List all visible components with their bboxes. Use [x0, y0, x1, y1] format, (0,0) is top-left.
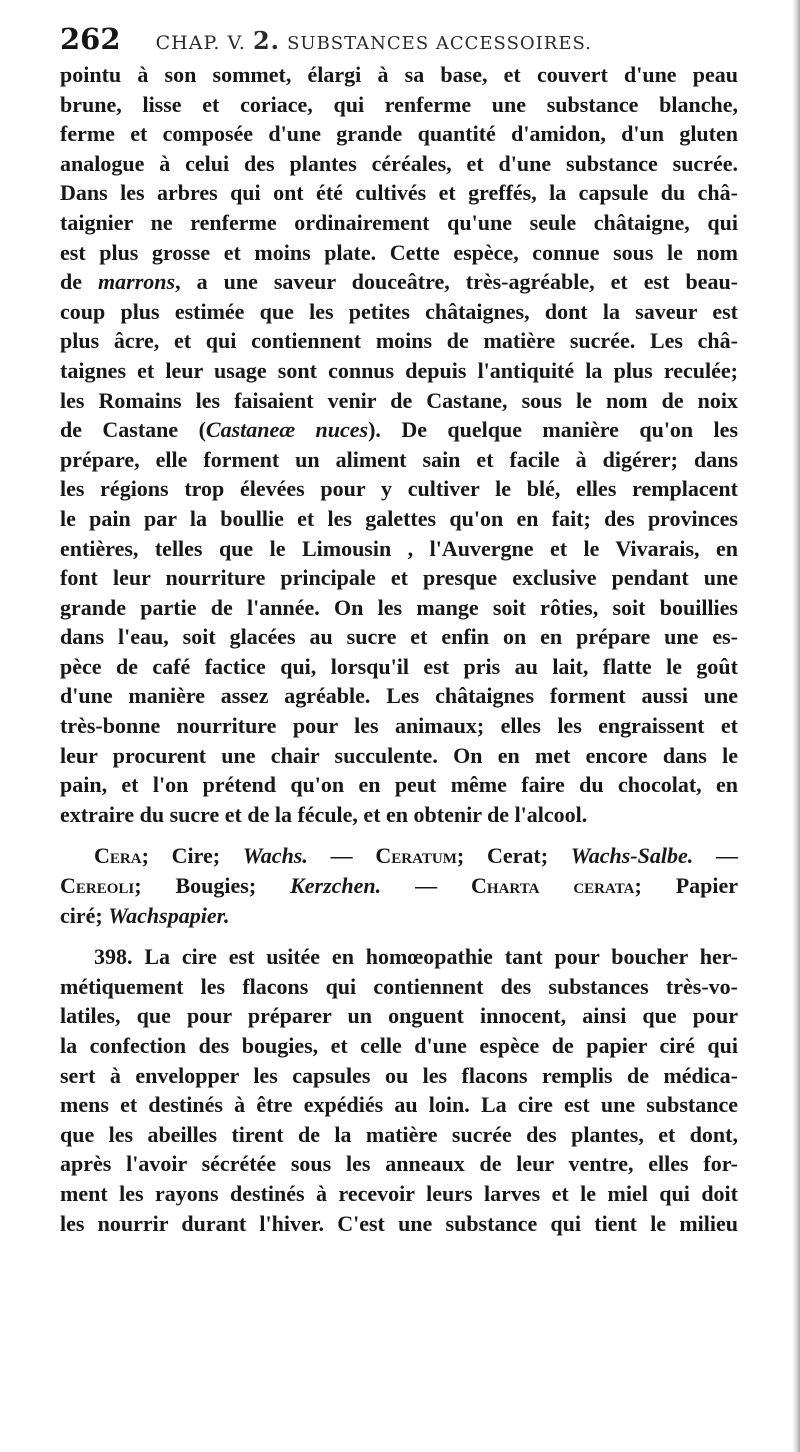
entry-heading-line [60, 901, 738, 931]
text-line: métiquement les flacons qui contiennent des substances très-vo- [60, 973, 738, 999]
term-cera: Cera [94, 843, 142, 869]
text-line: les nourrir durant l'hiver. C'est une substance qui tient le milieu [60, 1210, 738, 1236]
page-header [60, 22, 740, 58]
term-separator: ; Papier [634, 873, 739, 899]
text-line: que les abeilles tirent de la matière sucrée des plantes, et dont, [60, 1121, 738, 1147]
text-line: les Romains les faisaient venir de Castane, sous le nom de noix [60, 387, 738, 413]
term-separator: ; Cire; [141, 843, 243, 869]
text-line: dans l'eau, soit glacées au sucre et enfin on en prépare une es- [60, 624, 738, 650]
text-line: entières, telles que le Limousin , l'Auvergne et le Vivarais, en [60, 535, 738, 561]
text-line: analogue à celui des plantes céréales, et d'une substance sucrée. [60, 150, 738, 176]
text-line: ferme et composée d'une grande quantité d'amidon, d'un gluten [60, 121, 738, 147]
text-line [60, 415, 738, 445]
text-line: coup plus estimée que les petites châtaignes, dont la saveur est [60, 298, 738, 324]
term-cire: ciré; [60, 902, 109, 928]
text-line: taignes et leur usage sont connus depuis l'antiquité la plus reculée; [60, 357, 738, 383]
text-line: taignier ne renferme ordinairement qu'une seule châtaigne, qui [60, 209, 738, 235]
text-line: ment les rayons destinés à recevoir leurs larves et le miel qui doit [60, 1180, 738, 1206]
page-number: 262 [60, 22, 121, 56]
term-ceratum: Ceratum [375, 843, 457, 869]
text-line: d'une manière assez agréable. Les châtaignes forment aussi une [60, 683, 738, 709]
term-cereoli: Cereoli [60, 873, 135, 899]
term-charta-cerata: Charta cerata [471, 873, 635, 899]
text-line: 398. La cire est usitée en homœopathie tant pour boucher her- [94, 944, 738, 970]
text-line: très-bonne nourriture pour les animaux; elles les engraissent et [60, 713, 738, 739]
italic-term-castaneae: Castaneæ nuces [205, 417, 369, 443]
term-kerzchen: Kerzchen. [290, 873, 382, 899]
text-line: grande partie de l'année. On les mange soit rôties, soit bouillies [60, 594, 738, 620]
italic-term-marrons: marrons [98, 269, 176, 295]
text-line: extraire du sucre et de la fécule, et en obtenir de l'alcool. [60, 801, 588, 827]
text-fragment: , a une saveur douceâtre, très-agréable, et est beau- [175, 269, 738, 295]
text-line: pointu à son sommet, élargi à sa base, et couvert d'une peau [60, 62, 738, 87]
text-line: plus âcre, et qui contiennent moins de matière sucrée. Les châ- [60, 328, 738, 354]
term-separator: — [693, 843, 738, 869]
term-wachs: Wachs. [242, 843, 308, 869]
text-line [60, 267, 738, 297]
text-line: après l'avoir sécrétée sous les anneaux de leur ventre, elles for- [60, 1151, 738, 1177]
term-wachspapier: Wachspapier. [108, 902, 230, 928]
text-line: le pain par la boullie et les galettes qu'on en fait; des provinces [60, 505, 738, 531]
entry-heading-line [60, 841, 738, 871]
page-edge-shadow [792, 0, 800, 1452]
term-separator: ; Bougies; [134, 873, 291, 899]
section-title: SUBSTANCES ACCESSOIRES. [287, 33, 592, 54]
body-text [60, 60, 738, 1238]
text-line: pèce de café factice qui, lorsqu'il est pris au lait, flatte le goût [60, 653, 738, 679]
running-head [156, 26, 592, 55]
term-wachs-salbe: Wachs-Salbe. [570, 843, 694, 869]
paragraph-gap [60, 829, 738, 841]
text-fragment: de Castane ( [60, 417, 206, 443]
term-separator: — [381, 873, 471, 899]
text-fragment: ). De quelque manière qu'on les [368, 417, 738, 443]
paragraph-gap [60, 930, 738, 942]
term-separator: — [307, 843, 376, 869]
text-line: latiles, que pour préparer un onguent innocent, ainsi que pour [60, 1003, 738, 1029]
text-line: Dans les arbres qui ont été cultivés et greffés, la capsule du châ- [60, 180, 738, 206]
chapter-label: CHAP. V. [155, 32, 246, 54]
text-line: leur procurent une chair succulente. On en met encore dans le [60, 742, 738, 768]
text-fragment: de [60, 269, 99, 295]
text-line: la confection des bougies, et celle d'une espèce de papier ciré qui [60, 1033, 738, 1058]
entry-heading-line [60, 871, 738, 901]
text-line: pain, et l'on prétend qu'on en peut même faire du chocolat, en [60, 772, 738, 798]
section-number: 2. [252, 26, 281, 55]
text-line: sert à envelopper les capsules ou les flacons remplis de médica- [60, 1062, 738, 1088]
term-separator: ; Cerat; [456, 843, 571, 869]
text-line: font leur nourriture principale et presque exclusive pendant une [60, 565, 738, 591]
text-line: brune, lisse et coriace, qui renferme une substance blanche, [60, 91, 738, 117]
text-line: prépare, elle forment un aliment sain et facile à digérer; dans [60, 446, 738, 472]
text-line: est plus grosse et moins plate. Cette espèce, connue sous le nom [60, 239, 738, 265]
text-line: mens et destinés à être expédiés au loin. La cire est une substance [60, 1092, 738, 1118]
text-line: les régions trop élevées pour y cultiver le blé, elles remplacent [60, 476, 738, 502]
